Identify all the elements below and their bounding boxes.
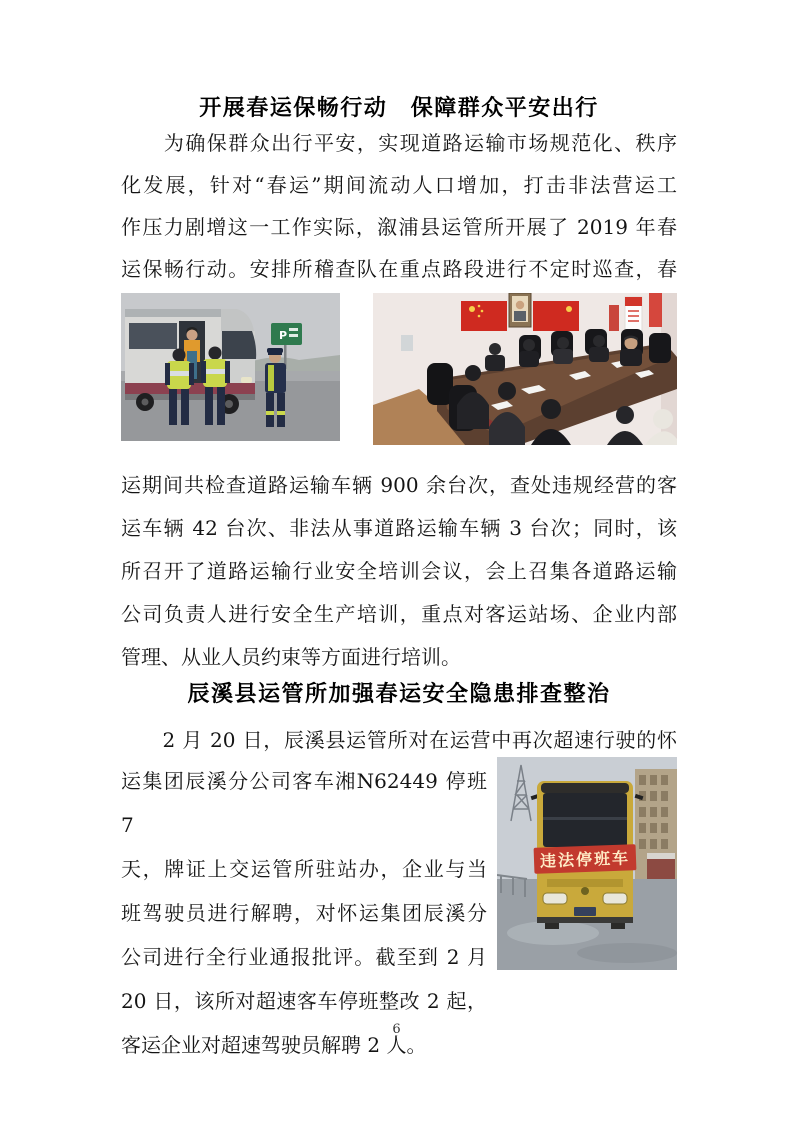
small-bus (647, 857, 675, 879)
text-line: 运期间共检查道路运输车辆 900 余台次，查处违规经营的客 (121, 473, 677, 497)
headlight-left (543, 893, 567, 904)
text-line: 管理、从业人员约束等方面进行培训。 (121, 645, 461, 669)
violation-bus (531, 781, 644, 929)
headlight-right (603, 893, 627, 904)
safety-training-meeting-photo (373, 293, 677, 445)
sign-label: P (279, 329, 288, 342)
banner-text: 违法停班车 (539, 848, 631, 871)
leader-portrait (509, 293, 531, 327)
article2-title: 辰溪县运管所加强春运安全隐患排查整治 (187, 682, 611, 707)
text-line: 作压力剧增这一工作实际，溆浦县运管所开展了 2019 年春 (121, 215, 677, 239)
article1-paragraph-2 (121, 464, 677, 679)
text-line: 20 日，该所对超速客车停班整改 2 起， (121, 989, 487, 1013)
violation-bus-photo (497, 757, 677, 970)
roadside-bus-inspection-photo (121, 293, 340, 441)
text-line: 公司进行全行业通报批评。截至到 2 月 (121, 945, 487, 969)
license-plate (574, 907, 596, 916)
text-line: 公司负责人进行安全生产培训，重点对客运站场、企业内部 (121, 602, 677, 626)
article1-paragraph-1 (121, 122, 677, 290)
bumper (537, 917, 633, 923)
text-line: 运车辆 42 台次、非法从事道路运输车辆 3 台次；同时，该 (121, 516, 677, 540)
text-line: 运保畅行动。安排所稽查队在重点路段进行不定时巡查，春 (121, 257, 677, 281)
text-line: 班驾驶员进行解聘，对怀运集团辰溪分 (121, 901, 487, 925)
text-line: 天，牌证上交运管所驻站办，企业与当 (121, 857, 487, 881)
passenger-head (187, 330, 198, 341)
article1-title: 开展春运保畅行动 保障群众平安出行 (199, 96, 599, 121)
page-number: 6 (392, 1022, 401, 1037)
text-line: 运集团辰溪分公司客车湘N62449 停班 7 (121, 769, 487, 837)
article2-paragraph-body (121, 757, 487, 1067)
article2-paragraph-intro (121, 719, 677, 761)
article2-body-row (121, 757, 677, 1067)
violation-banner (534, 844, 637, 874)
national-flag (533, 301, 579, 331)
radiator (401, 335, 413, 351)
text-line: 2 月 20 日，辰溪县运管所对在运营中再次超速行驶的怀 (121, 728, 677, 752)
text-line: 化发展，针对“春运”期间流动人口增加，打击非法营运工 (121, 173, 677, 197)
coach-bus (125, 309, 256, 414)
text-line: 为确保群众出行平安，实现道路运输市场规范化、秩序 (121, 131, 677, 155)
photo-row (121, 293, 677, 445)
text-line: 所召开了道路运输行业安全培训会议，会上召集各道路运输 (121, 559, 677, 583)
party-flag (461, 301, 507, 331)
grille (547, 879, 623, 887)
text-line: 客运企业对超速驾驶员解聘 2 人。 (121, 1033, 427, 1057)
